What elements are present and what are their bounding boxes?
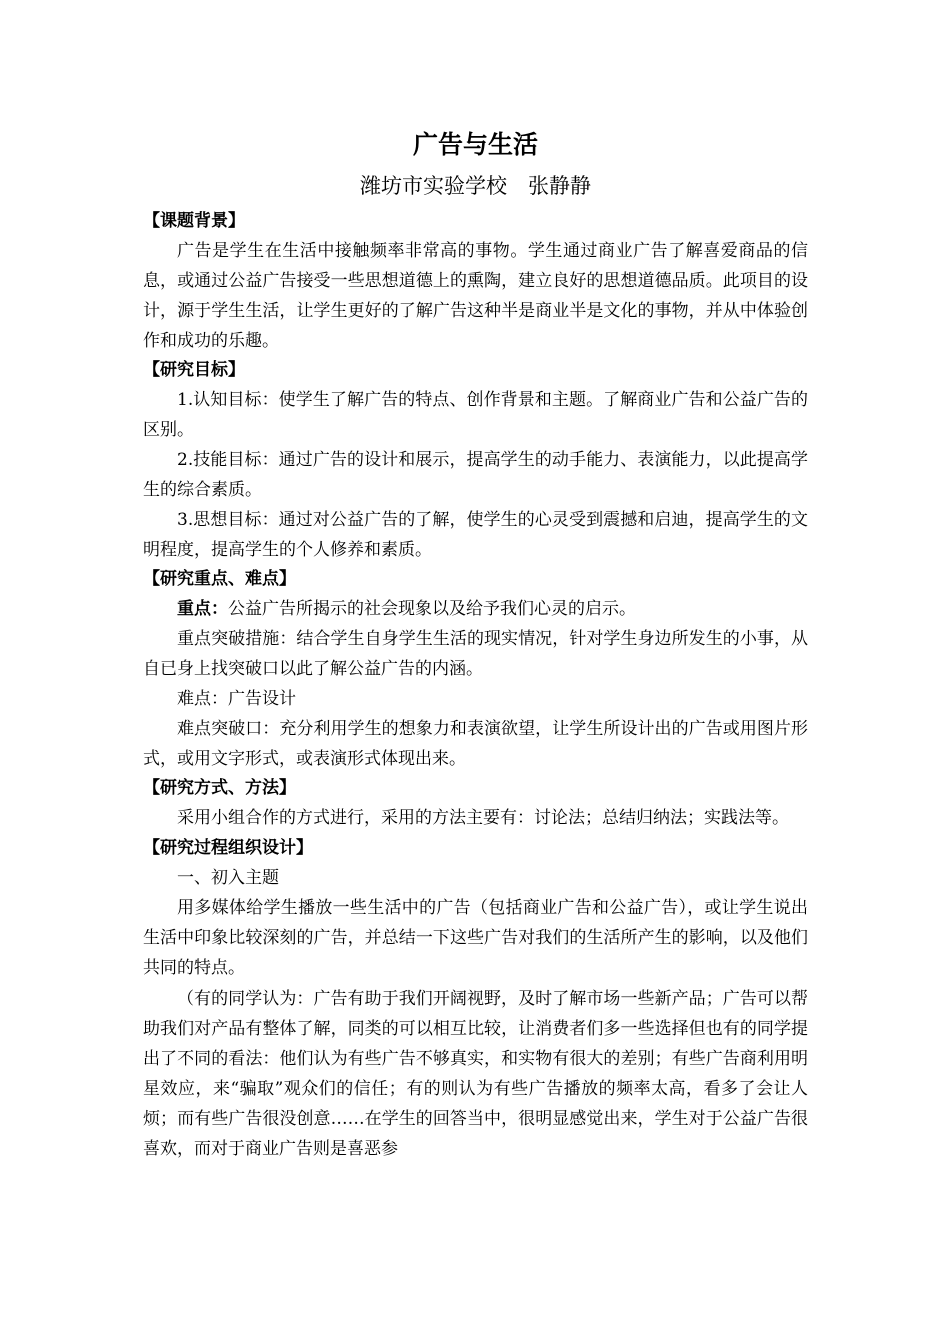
difficulty-measure-paragraph: 难点突破口：充分利用学生的想象力和表演欲望，让学生所设计出的广告或用图片形式，或用文字形式，或表演形式体现出来。: [143, 719, 808, 769]
focus-paragraph: [143, 594, 808, 624]
document-page: [143, 125, 808, 1164]
process-step1-paragraph: 用多媒体给学生播放一些生活中的广告（包括商业广告和公益广告），或让学生说出生活中印象比较深刻的广告，并总结一下这些广告对我们的生活所产生的影响，以及他们共同的特点。: [143, 898, 808, 978]
section-heading-background: 【课题背景】: [143, 211, 245, 231]
goal-item-ideology: 3.思想目标：通过对公益广告的了解，使学生的心灵受到震撼和启迪，提高学生的文明程度，提高学生的个人修养和素质。: [143, 510, 808, 560]
section-heading-methods: 【研究方式、方法】: [143, 778, 296, 798]
difficulty-paragraph: 难点：广告设计: [177, 689, 296, 709]
goal-item-skill: 2.技能目标：通过广告的设计和展示，提高学生的动手能力、表演能力，以此提高学生的综合素质。: [143, 450, 808, 500]
focus-label: 重点：: [177, 599, 228, 619]
focus-text: 公益广告所揭示的社会现象以及给予我们心灵的启示。: [228, 599, 636, 619]
methods-paragraph: 采用小组合作的方式进行，采用的方法主要有：讨论法；总结归纳法；实践法等。: [177, 808, 789, 828]
section-heading-process: 【研究过程组织设计】: [143, 838, 313, 858]
goal-item-cognitive: 1.认知目标：使学生了解广告的特点、创作背景和主题。了解商业广告和公益广告的区别。: [143, 390, 808, 440]
process-step1-note: （有的同学认为：广告有助于我们开阔视野，及时了解市场一些新产品；广告可以帮助我们对产品有整体了解，同类的可以相互比较，让消费者们多一些选择但也有的同学提出了不同的看法：他们认为有些广告不够真实，和实物有很大的差别；有些广告商利用明星效应，来“骗取”观众们的信任；有的则认为有些广告播放的频率太高，看多了会让人烦；而有些广告很没创意……在学生的回答当中，很明显感觉出来，学生对于公益广告很喜欢，而对于商业广告则是喜恶参: [143, 989, 808, 1159]
focus-measure-paragraph: 重点突破措施：结合学生自身学生生活的现实情况，针对学生身边所发生的小事，从自已身上找突破口以此了解公益广告的内涵。: [143, 629, 808, 679]
section-heading-keypoints: 【研究重点、难点】: [143, 569, 296, 589]
background-paragraph: 广告是学生在生活中接触频率非常高的事物。学生通过商业广告了解喜爱商品的信息，或通过公益广告接受一些思想道德上的熏陶，建立良好的思想道德品质。此项目的设计，源于学生生活，让学生更好的了解广告这种半是商业半是文化的事物，并从中体验创作和成功的乐趣。: [143, 241, 808, 351]
document-title: 广告与生活: [412, 130, 538, 159]
section-heading-goals: 【研究目标】: [143, 360, 245, 380]
author-line: 潍坊市实验学校 张静静: [360, 174, 591, 198]
process-step1-title: 一、初入主题: [177, 868, 279, 888]
